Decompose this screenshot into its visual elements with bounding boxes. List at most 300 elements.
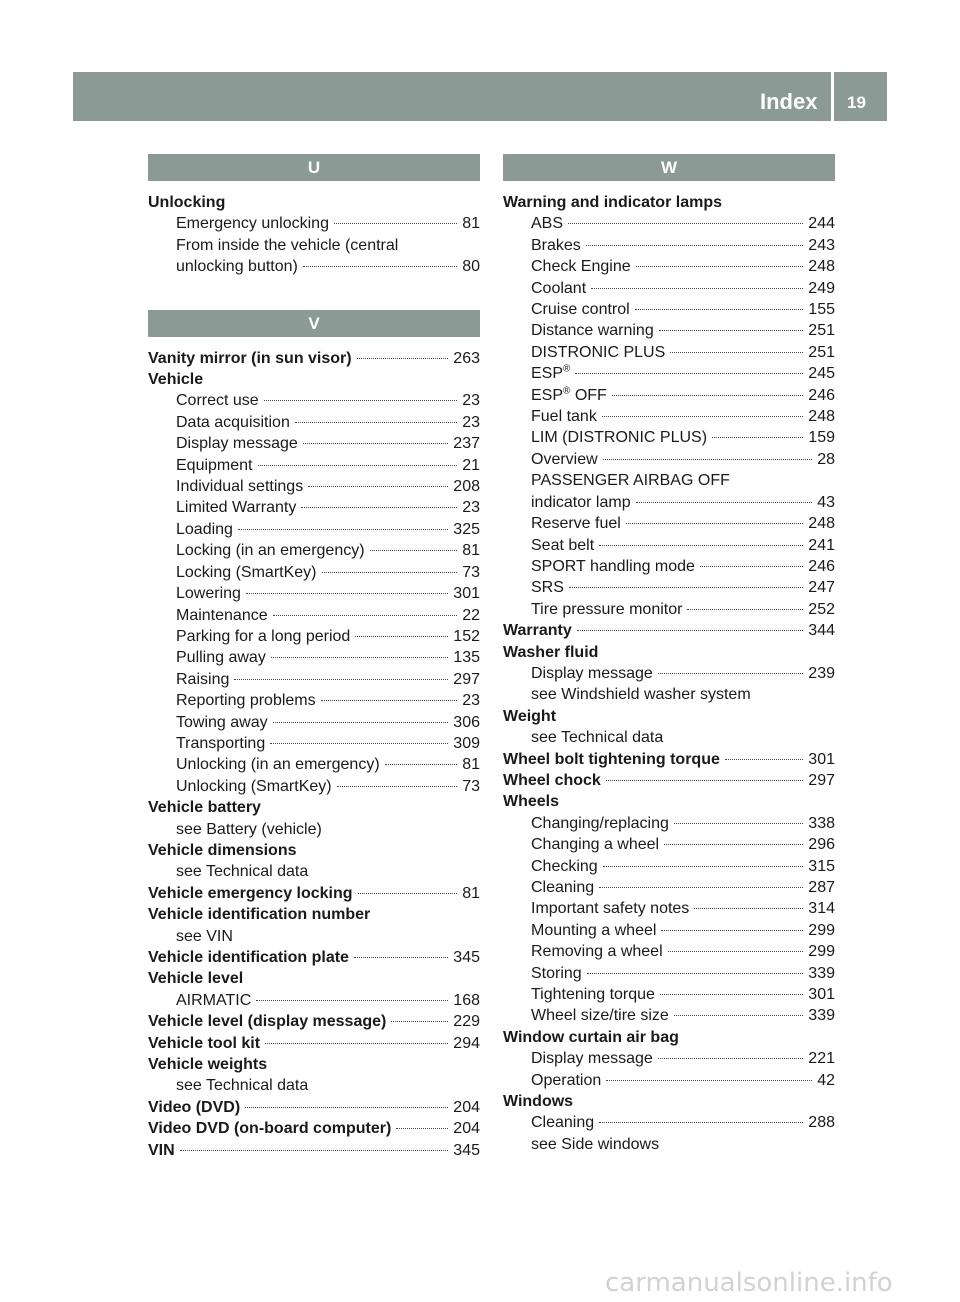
dot-leader — [658, 1058, 803, 1059]
entry-page: 344 — [808, 622, 835, 640]
subentry-text: Lowering — [176, 585, 241, 603]
subentry-text: PASSENGER AIRBAG OFF — [531, 472, 730, 490]
index-subentry — [148, 861, 480, 882]
dot-leader — [357, 358, 449, 359]
index-subentry — [503, 684, 835, 705]
dot-leader — [273, 722, 449, 723]
subentry-text: Tire pressure monitor — [531, 600, 683, 618]
subentry-text: DISTRONIC PLUS — [531, 343, 666, 361]
index-subentry — [503, 577, 835, 598]
subentry-text: unlocking button) — [176, 258, 298, 276]
index-subentry — [148, 213, 480, 234]
dot-leader — [308, 486, 448, 487]
subentry-page: 245 — [808, 365, 835, 383]
index-subentry — [503, 406, 835, 427]
index-entry — [148, 369, 480, 390]
index-subentry — [148, 626, 480, 647]
subentry-text: Transporting — [176, 734, 266, 752]
index-subentry — [148, 733, 480, 754]
dot-leader — [602, 416, 803, 417]
index-subentry — [503, 1048, 835, 1069]
dot-leader — [337, 786, 458, 787]
index-entry — [503, 791, 835, 812]
subentry-page: 339 — [808, 1007, 835, 1025]
entry-page: 263 — [453, 349, 480, 367]
section-title: Index — [760, 89, 818, 114]
subentry-text: Cleaning — [531, 1114, 595, 1132]
dot-leader — [636, 502, 813, 503]
index-subentry — [148, 754, 480, 775]
index-entry — [148, 947, 480, 968]
index-subentry — [503, 856, 835, 877]
index-subentry — [503, 834, 835, 855]
index-entry — [148, 1054, 480, 1075]
dot-leader — [664, 844, 803, 845]
subentry-text: Individual settings — [176, 478, 304, 496]
subentry-text: Important safety notes — [531, 900, 690, 918]
subentry-text: Overview — [531, 450, 598, 468]
registered-mark: ® — [563, 385, 571, 397]
subentry-text: Towing away — [176, 713, 268, 731]
index-entry — [148, 797, 480, 818]
index-entry — [503, 620, 835, 641]
subentry-page: 168 — [453, 991, 480, 1009]
index-subentry — [503, 427, 835, 448]
entry-term: Vehicle identification number — [148, 906, 371, 924]
entry-term: Video (DVD) — [148, 1098, 241, 1116]
index-entry — [503, 706, 835, 727]
dot-leader — [391, 1021, 448, 1022]
subentry-page: 23 — [462, 692, 480, 710]
subentry-page: 299 — [808, 943, 835, 961]
index-subentry — [503, 320, 835, 341]
entry-term: Washer fluid — [503, 643, 599, 661]
index-subentry — [148, 256, 480, 277]
subentry-page: 28 — [817, 450, 835, 468]
index-entry — [148, 883, 480, 904]
index-entry — [503, 642, 835, 663]
subentry-text: Changing a wheel — [531, 836, 660, 854]
dot-leader — [603, 866, 804, 867]
index-subentry — [503, 599, 835, 620]
subentry-page: 23 — [462, 499, 480, 517]
index-subentry — [148, 819, 480, 840]
subentry-text: Equipment — [176, 456, 253, 474]
subentry-page: 135 — [453, 649, 480, 667]
subentry-text: Storing — [531, 964, 582, 982]
dot-leader — [273, 615, 458, 616]
index-subentry — [503, 299, 835, 320]
dot-leader — [591, 288, 803, 289]
index-subentry — [148, 540, 480, 561]
index-subentry — [503, 1070, 835, 1091]
subentry-page: 301 — [808, 986, 835, 1004]
entry-page: 229 — [453, 1013, 480, 1031]
subentry-text: Checking — [531, 857, 598, 875]
dot-leader — [321, 700, 458, 701]
dot-leader — [396, 1128, 448, 1129]
entry-term: Unlocking — [148, 194, 226, 211]
entry-term: VIN — [148, 1141, 175, 1159]
entry-page: 204 — [453, 1098, 480, 1116]
subentry-text: From inside the vehicle (central — [176, 236, 399, 254]
subentry-text: Loading — [176, 520, 233, 538]
subentry-text: Raising — [176, 670, 230, 688]
dot-leader — [606, 780, 803, 781]
index-entry — [148, 348, 480, 369]
subentry-text: see Technical data — [176, 863, 309, 881]
dot-leader — [599, 1122, 803, 1123]
dot-leader — [303, 266, 457, 267]
dot-leader — [270, 743, 448, 744]
index-subentry — [148, 497, 480, 518]
dot-leader — [674, 823, 803, 824]
subentry-page: 248 — [808, 515, 835, 533]
subentry-page: 73 — [462, 777, 480, 795]
index-subentry — [503, 513, 835, 534]
subentry-page: 80 — [462, 258, 480, 276]
dot-leader — [586, 245, 804, 246]
dot-leader — [587, 973, 804, 974]
index-subentry — [503, 470, 835, 491]
index-column-left — [148, 154, 480, 1161]
dot-leader — [626, 523, 803, 524]
entry-page: 297 — [808, 771, 835, 789]
index-subentry — [503, 941, 835, 962]
subentry-page: 246 — [808, 557, 835, 575]
index-column-right — [503, 154, 835, 1155]
entry-term: Vehicle level — [148, 970, 244, 988]
subentry-page: 21 — [462, 456, 480, 474]
dot-leader — [246, 593, 448, 594]
dot-leader — [635, 309, 804, 310]
subentry-text: Distance warning — [531, 322, 654, 340]
index-subentry — [503, 1005, 835, 1026]
index-subentry — [148, 647, 480, 668]
subentry-text: ESP® OFF — [531, 385, 607, 404]
dot-leader — [264, 400, 458, 401]
subentry-page: 251 — [808, 343, 835, 361]
index-subentry — [503, 727, 835, 748]
index-entry — [503, 749, 835, 770]
subentry-page: 315 — [808, 857, 835, 875]
index-subentry — [503, 363, 835, 384]
subentry-text: Removing a wheel — [531, 943, 663, 961]
dot-leader — [385, 764, 458, 765]
subentry-text: Parking for a long period — [176, 627, 351, 645]
subentry-page: 152 — [453, 627, 480, 645]
subentry-text: LIM (DISTRONIC PLUS) — [531, 429, 708, 447]
subentry-page: 159 — [808, 429, 835, 447]
dot-leader — [258, 465, 458, 466]
subentry-page: 248 — [808, 408, 835, 426]
subentry-page: 23 — [462, 413, 480, 431]
subentry-text: Pulling away — [176, 649, 266, 667]
index-subentry — [148, 562, 480, 583]
subentry-text: see Technical data — [531, 729, 664, 747]
subentry-text: Fuel tank — [531, 408, 597, 426]
subentry-page: 23 — [462, 392, 480, 410]
section-letter-bar: V — [148, 310, 480, 337]
dot-leader — [265, 1043, 448, 1044]
dot-leader — [569, 587, 803, 588]
index-subentry — [503, 256, 835, 277]
index-subentry — [148, 412, 480, 433]
subentry-page: 43 — [817, 493, 835, 511]
entry-term: Vehicle emergency locking — [148, 884, 353, 902]
index-entry — [148, 192, 480, 213]
subentry-text: Unlocking (SmartKey) — [176, 777, 332, 795]
index-entry — [148, 1140, 480, 1161]
index-subentry — [148, 433, 480, 454]
subentry-text: see Windshield washer system — [531, 686, 751, 704]
dot-leader — [301, 507, 457, 508]
dot-leader — [358, 893, 458, 894]
subentry-page: 301 — [453, 585, 480, 603]
subentry-text: Correct use — [176, 392, 259, 410]
dot-leader — [687, 609, 803, 610]
subentry-page: 287 — [808, 879, 835, 896]
dot-leader — [661, 930, 803, 931]
dot-leader — [355, 636, 448, 637]
entry-term: Wheels — [503, 793, 560, 811]
subentry-page: 325 — [453, 520, 480, 538]
index-subentry — [503, 492, 835, 513]
subentry-page: 22 — [462, 606, 480, 624]
dot-leader — [568, 223, 803, 224]
entry-page: 81 — [462, 884, 480, 902]
dot-leader — [180, 1150, 449, 1151]
subentry-text: Locking (SmartKey) — [176, 563, 317, 581]
index-subentry — [148, 1075, 480, 1096]
dot-leader — [700, 566, 803, 567]
dot-leader — [577, 630, 804, 631]
dot-leader — [599, 887, 803, 888]
entry-term: Wheel chock — [503, 771, 601, 789]
index-subentry — [503, 535, 835, 556]
subentry-text: Cruise control — [531, 301, 630, 319]
subentry-page: 247 — [808, 579, 835, 597]
dot-leader — [725, 759, 803, 760]
subentry-page: 339 — [808, 964, 835, 982]
subentry-page: 314 — [808, 900, 835, 918]
index-subentry — [503, 213, 835, 234]
subentry-text: Coolant — [531, 279, 587, 297]
index-subentry — [148, 669, 480, 690]
index-subentry — [148, 519, 480, 540]
subentry-text: Display message — [531, 1050, 653, 1068]
index-entry — [148, 1097, 480, 1118]
section-letter-bar: W — [503, 154, 835, 181]
subentry-page: 297 — [453, 670, 480, 688]
subentry-text: SRS — [531, 579, 564, 597]
subentry-text: Maintenance — [176, 606, 268, 624]
index-subentry — [148, 476, 480, 497]
subentry-text: Tightening torque — [531, 986, 655, 1004]
index-subentry — [503, 1112, 835, 1133]
subentry-text: Limited Warranty — [176, 499, 297, 517]
index-subentry — [503, 449, 835, 470]
subentry-text: Check Engine — [531, 258, 631, 276]
entry-term: Vehicle tool kit — [148, 1034, 261, 1052]
entry-term: Vehicle level (display message) — [148, 1013, 387, 1031]
subentry-page: 248 — [808, 258, 835, 276]
subentry-text: Reporting problems — [176, 692, 316, 710]
index-subentry — [503, 963, 835, 984]
entry-term: Wheel bolt tightening torque — [503, 750, 720, 768]
index-subentry — [503, 385, 835, 406]
index-subentry — [148, 390, 480, 411]
subentry-page: 73 — [462, 563, 480, 581]
subentry-text: see Battery (vehicle) — [176, 820, 322, 838]
subentry-text: Seat belt — [531, 536, 595, 554]
index-entry — [148, 1118, 480, 1139]
subentry-text: Mounting a wheel — [531, 921, 657, 939]
index-subentry — [148, 990, 480, 1011]
subentry-page: 239 — [808, 664, 835, 682]
dot-leader — [334, 223, 457, 224]
index-subentry — [503, 877, 835, 898]
index-entry — [503, 770, 835, 791]
subentry-page: 288 — [808, 1114, 835, 1132]
subentry-text: Reserve fuel — [531, 515, 621, 533]
subentry-text: Locking (in an emergency) — [176, 542, 365, 560]
index-subentry — [148, 776, 480, 797]
index-entry — [503, 1091, 835, 1112]
dot-leader — [670, 352, 803, 353]
index-subentry — [148, 583, 480, 604]
subentry-text: see VIN — [176, 927, 233, 945]
subentry-page: 81 — [462, 215, 480, 233]
entry-term: Vanity mirror (in sun visor) — [148, 349, 352, 367]
index-subentry — [148, 235, 480, 256]
entry-page: 301 — [808, 750, 835, 768]
dot-leader — [636, 266, 804, 267]
dot-leader — [658, 673, 803, 674]
dot-leader — [674, 1015, 803, 1016]
index-entry — [503, 1027, 835, 1048]
subentry-page: 243 — [808, 236, 835, 254]
dot-leader — [303, 443, 448, 444]
index-subentry — [503, 898, 835, 919]
entry-term: Video DVD (on-board computer) — [148, 1120, 392, 1138]
subentry-text: see Technical data — [176, 1077, 309, 1095]
index-subentry — [148, 712, 480, 733]
subentry-text: Wheel size/tire size — [531, 1007, 669, 1025]
dot-leader — [245, 1107, 448, 1108]
subentry-text: see Side windows — [531, 1135, 660, 1153]
dot-leader — [271, 657, 448, 658]
subentry-page: 42 — [817, 1071, 835, 1089]
index-subentry — [503, 342, 835, 363]
dot-leader — [712, 437, 803, 438]
subentry-text: Unlocking (in an emergency) — [176, 756, 380, 774]
entry-term: Window curtain air bag — [503, 1028, 679, 1046]
subentry-page: 155 — [808, 301, 835, 319]
entry-term: Warranty — [503, 622, 572, 640]
entry-term: Vehicle dimensions — [148, 841, 297, 859]
entry-term: Weight — [503, 707, 557, 725]
index-subentry — [503, 278, 835, 299]
dot-leader — [603, 459, 813, 460]
index-entry — [148, 904, 480, 925]
subentry-text: Display message — [176, 435, 298, 453]
index-entry — [148, 1011, 480, 1032]
index-subentry — [503, 920, 835, 941]
dot-leader — [238, 529, 448, 530]
subentry-page: 241 — [808, 536, 835, 554]
subentry-page: 251 — [808, 322, 835, 340]
entry-term: Warning and indicator lamps — [503, 194, 722, 211]
index-subentry — [503, 984, 835, 1005]
subentry-page: 81 — [462, 542, 480, 560]
subentry-text: Cleaning — [531, 879, 595, 896]
subentry-text: indicator lamp — [531, 493, 631, 511]
entry-page: 345 — [453, 949, 480, 966]
dot-leader — [599, 545, 803, 546]
subentry-text: ESP® — [531, 363, 571, 383]
subentry-page: 252 — [808, 600, 835, 618]
entry-page: 204 — [453, 1120, 480, 1138]
dot-leader — [575, 373, 803, 374]
dot-leader — [234, 679, 448, 680]
subentry-page: 309 — [453, 734, 480, 752]
dot-leader — [606, 1080, 812, 1081]
subentry-text: Emergency unlocking — [176, 215, 329, 233]
subentry-page: 244 — [808, 215, 835, 233]
subentry-page: 237 — [453, 435, 480, 453]
subentry-page: 299 — [808, 921, 835, 939]
registered-mark: ® — [563, 363, 571, 375]
entry-term: Vehicle battery — [148, 799, 261, 817]
index-subentry — [503, 1134, 835, 1155]
entry-page: 294 — [453, 1034, 480, 1052]
index-subentry — [148, 926, 480, 947]
dot-leader — [612, 395, 803, 396]
index-subentry — [148, 690, 480, 711]
index-subentry — [503, 813, 835, 834]
subentry-page: 208 — [453, 478, 480, 496]
subentry-page: 296 — [808, 836, 835, 854]
entry-page: 345 — [453, 1141, 480, 1159]
dot-leader — [354, 957, 448, 958]
index-subentry — [148, 605, 480, 626]
section-gap — [148, 278, 480, 310]
subentry-page: 306 — [453, 713, 480, 731]
section-letter-bar: U — [148, 154, 480, 181]
dot-leader — [660, 994, 803, 995]
entry-term: Vehicle weights — [148, 1056, 268, 1074]
subentry-page: 81 — [462, 756, 480, 774]
subentry-text: Data acquisition — [176, 413, 290, 431]
dot-leader — [322, 572, 458, 573]
subentry-text: ABS — [531, 215, 564, 233]
index-subentry — [503, 235, 835, 256]
dot-leader — [256, 1000, 448, 1001]
subentry-page: 338 — [808, 814, 835, 832]
entry-term: Vehicle identification plate — [148, 949, 349, 966]
dot-leader — [659, 330, 804, 331]
index-subentry — [503, 663, 835, 684]
index-entry — [148, 968, 480, 989]
header-divider — [831, 72, 834, 121]
subentry-text: Brakes — [531, 236, 581, 254]
watermark: carmanualsonline.info — [605, 1268, 893, 1298]
index-entry — [148, 1033, 480, 1054]
subentry-text: SPORT handling mode — [531, 557, 695, 575]
dot-leader — [694, 908, 803, 909]
subentry-text: Operation — [531, 1071, 602, 1089]
